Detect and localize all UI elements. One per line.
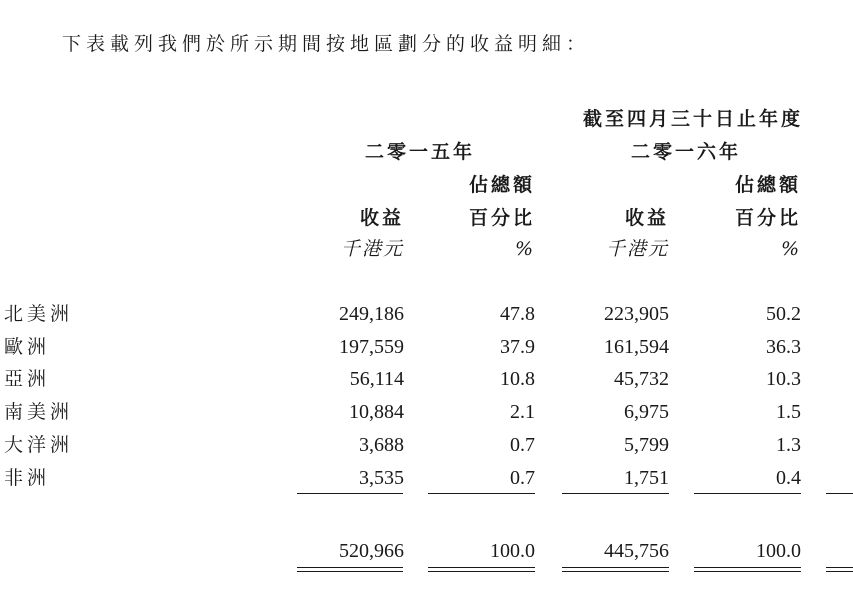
cell-pct-2015: 47.8 xyxy=(500,303,535,325)
cell-pct-2016: 0.4 xyxy=(776,467,801,489)
cell-rev-2015: 3,535 xyxy=(359,467,404,489)
cell-rev-2016: 161,594 xyxy=(604,336,669,358)
year-2015-header: 二零一五年 xyxy=(364,141,475,163)
total-rev-2016: 445,756 xyxy=(604,540,669,562)
total-double-rule xyxy=(428,571,535,572)
total-double-rule xyxy=(562,571,669,572)
total-double-rule xyxy=(694,571,801,572)
unit-pct-2015: % xyxy=(514,238,535,260)
row-label: 非洲 xyxy=(4,467,51,489)
total-double-rule xyxy=(297,567,403,568)
cell-rev-2016: 5,799 xyxy=(624,434,669,456)
cell-rev-2016: 6,975 xyxy=(624,401,669,423)
cell-pct-2015: 10.8 xyxy=(500,368,535,390)
subtotal-rule xyxy=(694,493,801,494)
cell-rev-2015: 10,884 xyxy=(349,401,404,423)
intro-text: 下表載列我們於所示期間按地區劃分的收益明細： xyxy=(62,33,591,55)
cell-rev-2016: 1,751 xyxy=(624,467,669,489)
row-label: 南美洲 xyxy=(4,401,74,423)
cell-rev-2015: 249,186 xyxy=(339,303,404,325)
cell-pct-2015: 37.9 xyxy=(500,336,535,358)
row-label: 亞洲 xyxy=(4,368,51,390)
total-double-rule xyxy=(428,567,535,568)
revenue-header-2015: 收益 xyxy=(359,207,404,229)
pct-top-2015: 佔總額 xyxy=(468,174,535,196)
total-double-rule xyxy=(826,567,853,568)
total-pct-2015: 100.0 xyxy=(490,540,535,562)
cell-pct-2016: 1.3 xyxy=(776,434,801,456)
total-double-rule xyxy=(562,567,669,568)
pct-bottom-2015: 百分比 xyxy=(468,207,535,229)
year-2016-header: 二零一六年 xyxy=(630,141,741,163)
cell-pct-2016: 1.5 xyxy=(776,401,801,423)
revenue-header-2016: 收益 xyxy=(624,207,669,229)
cell-rev-2015: 3,688 xyxy=(359,434,404,456)
total-pct-2016: 100.0 xyxy=(756,540,801,562)
period-header: 截至四月三十日止年度 xyxy=(582,108,803,130)
row-label: 北美洲 xyxy=(4,303,74,325)
cell-rev-2016: 45,732 xyxy=(614,368,669,390)
subtotal-rule xyxy=(297,493,403,494)
row-label: 大洋洲 xyxy=(4,434,74,456)
cell-pct-2016: 36.3 xyxy=(766,336,801,358)
pct-bottom-2016: 百分比 xyxy=(734,207,801,229)
pct-top-2016: 佔總額 xyxy=(734,174,801,196)
subtotal-rule xyxy=(562,493,669,494)
unit-hkd-2016: 千港元 xyxy=(605,238,669,260)
unit-pct-2016: % xyxy=(780,238,801,260)
cell-pct-2015: 0.7 xyxy=(510,434,535,456)
total-double-rule xyxy=(297,571,403,572)
row-label: 歐洲 xyxy=(4,336,51,358)
total-rev-2015: 520,966 xyxy=(339,540,404,562)
cell-pct-2016: 10.3 xyxy=(766,368,801,390)
cell-pct-2015: 0.7 xyxy=(510,467,535,489)
subtotal-rule xyxy=(428,493,535,494)
total-double-rule xyxy=(826,571,853,572)
cell-rev-2015: 56,114 xyxy=(349,368,404,390)
total-double-rule xyxy=(694,567,801,568)
cell-rev-2015: 197,559 xyxy=(339,336,404,358)
subtotal-rule xyxy=(826,493,853,494)
cell-rev-2016: 223,905 xyxy=(604,303,669,325)
cell-pct-2016: 50.2 xyxy=(766,303,801,325)
cell-pct-2015: 2.1 xyxy=(510,401,535,423)
unit-hkd-2015: 千港元 xyxy=(340,238,404,260)
